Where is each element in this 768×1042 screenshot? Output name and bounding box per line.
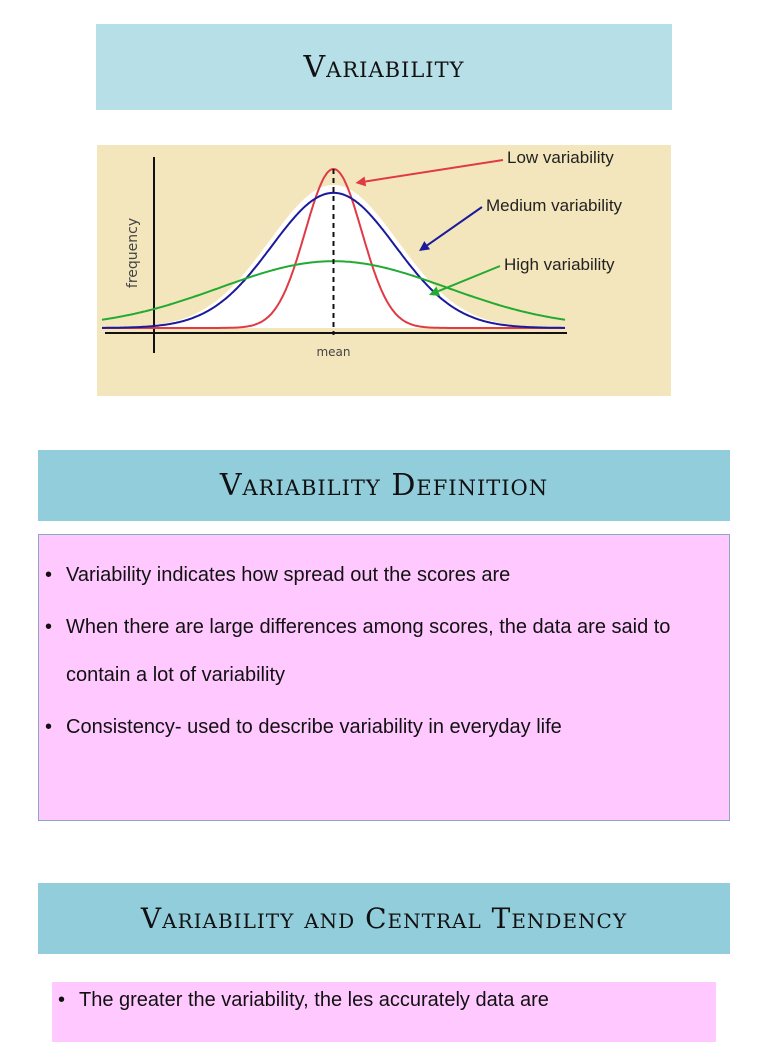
definition-bullet-box xyxy=(38,534,730,821)
slide-title-variability: Variability xyxy=(96,24,672,110)
central-tendency-bullet-box xyxy=(52,982,716,1042)
variability-figure xyxy=(97,145,671,396)
annotation-arrow-line xyxy=(365,160,503,181)
y-axis-label: frequency xyxy=(125,217,141,289)
annotation-high-variability: High variability xyxy=(504,255,615,274)
bullet-text: Consistency- used to describe variability in everyday life xyxy=(66,716,562,738)
definition-bullet xyxy=(39,703,729,751)
slide-title-central-tendency: Variability and Central Tendency xyxy=(38,883,730,954)
slide-title-definition: Variability Definition xyxy=(38,450,730,521)
annotation-medium-variability: Medium variability xyxy=(486,196,623,215)
bullet-glyph: • xyxy=(45,616,53,638)
definition-bullet xyxy=(39,603,729,699)
annotation-arrow-line xyxy=(438,266,500,291)
annotation-arrow-head xyxy=(419,241,430,251)
annotation-low-variability: Low variability xyxy=(507,148,614,167)
annotation-arrow-line xyxy=(427,207,482,245)
bullet-text: When there are large differences among scores, the data are said to contain a lot of variability xyxy=(66,616,671,686)
annotation-arrow-head xyxy=(356,177,367,187)
central-tendency-bullet xyxy=(52,986,716,1014)
bullet-text: Variability indicates how spread out the scores are xyxy=(66,564,511,586)
definition-bullet xyxy=(39,551,729,599)
bullet-glyph: • xyxy=(45,716,53,738)
bullet-glyph: • xyxy=(58,989,66,1011)
bullet-text: The greater the variability, the les accurately data are xyxy=(79,989,549,1011)
x-axis-label: mean xyxy=(316,345,351,359)
bullet-glyph: • xyxy=(45,564,53,586)
variability-chart xyxy=(97,145,671,396)
